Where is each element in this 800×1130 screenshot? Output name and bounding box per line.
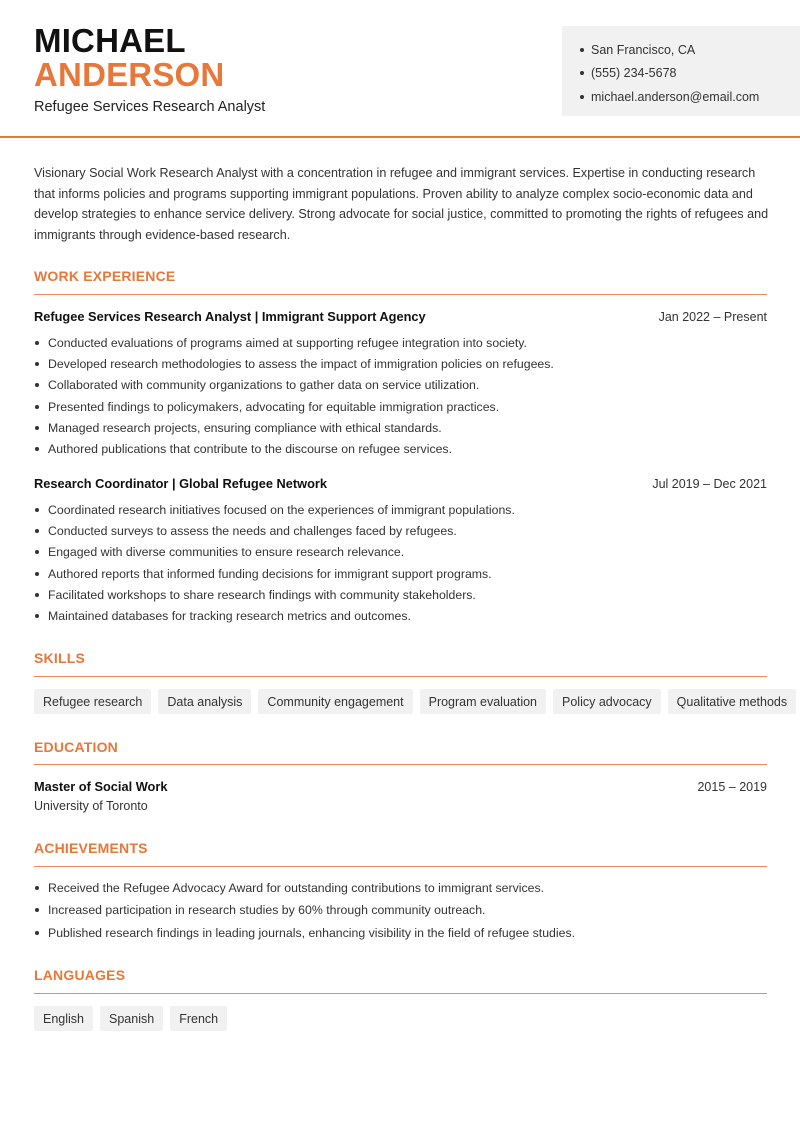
bullet-text: Authored reports that informed funding decisions for immigrant support programs. — [48, 566, 492, 581]
work-experience-heading: WORK EXPERIENCE — [34, 268, 176, 284]
contact-location-text: San Francisco, CA — [591, 42, 696, 57]
bullet-icon — [35, 405, 39, 409]
bullet-text: Increased participation in research studies by 60% through community outreach. — [48, 903, 486, 918]
contact-location — [580, 38, 800, 62]
resume-header — [0, 0, 800, 138]
bullet-text: Developed research methodologies to assess the impact of immigration policies on refugees. — [48, 356, 554, 371]
bullet-text: Published research findings in leading journals, enhancing visibility in the field of refugee studies. — [48, 925, 576, 940]
bullet-text: Facilitated workshops to share research findings with community stakeholders. — [48, 587, 476, 602]
section-divider — [34, 993, 767, 994]
bullet-icon — [35, 550, 39, 554]
job-1-bullets — [34, 332, 774, 460]
summary: Visionary Social Work Research Analyst with a concentration in refugee and immigrant services. Expertise in conducting research that informs policies and programs supporting immigrant populations. Proven ability to analyze complex socio-economic data and develop strategies to enhance service delivery. Strong advocate for social justice, committed to promoting the rights of refugees and immigrants through evidence-based research. — [34, 166, 769, 243]
bullet-icon — [35, 426, 39, 430]
skills-list — [34, 689, 796, 714]
list-item — [34, 332, 774, 353]
languages-heading: LANGUAGES — [34, 967, 126, 983]
list-item — [34, 584, 774, 605]
bullet-text: Collaborated with community organizations to gather data on service utilization. — [48, 378, 480, 393]
bullet-icon — [35, 341, 39, 345]
list-item — [34, 417, 774, 438]
job-2-title: Research Coordinator | Global Refugee Network — [34, 476, 327, 491]
skills-heading: SKILLS — [34, 650, 85, 666]
language-chip: Spanish — [100, 1006, 163, 1031]
list-item — [34, 353, 774, 374]
list-item — [34, 499, 774, 520]
skill-chip: Program evaluation — [420, 689, 546, 714]
bullet-icon — [35, 614, 39, 618]
section-divider — [34, 764, 767, 765]
bullet-text: Managed research projects, ensuring compliance with ethical standards. — [48, 420, 442, 435]
last-name: ANDERSON — [34, 56, 225, 93]
bullet-icon — [35, 572, 39, 576]
skill-chip: Policy advocacy — [553, 689, 661, 714]
contact-email-text[interactable]: michael.anderson@email.com — [591, 89, 760, 104]
list-item — [34, 375, 774, 396]
achievements-heading: ACHIEVEMENTS — [34, 840, 148, 856]
degree: Master of Social Work — [34, 779, 168, 794]
list-item — [34, 877, 774, 899]
list-item — [34, 605, 774, 626]
list-item — [34, 563, 774, 584]
bullet-icon — [35, 508, 39, 512]
contact-email[interactable] — [580, 85, 800, 109]
bullet-text: Maintained databases for tracking research metrics and outcomes. — [48, 609, 411, 624]
list-item — [34, 396, 774, 417]
skill-chip: Qualitative methods — [668, 689, 796, 714]
bullet-icon — [580, 48, 584, 52]
section-divider — [34, 294, 767, 295]
skill-chip: Refugee research — [34, 689, 151, 714]
education-dates: 2015 – 2019 — [697, 779, 767, 794]
list-item — [34, 542, 774, 563]
bullet-text: Conducted evaluations of programs aimed at supporting refugee integration into society. — [48, 335, 527, 350]
bullet-text: Coordinated research initiatives focused on the experiences of immigrant populations. — [48, 502, 515, 517]
languages-list — [34, 1006, 227, 1031]
bullet-text: Conducted surveys to assess the needs and challenges faced by refugees. — [48, 523, 457, 538]
section-divider — [34, 676, 767, 677]
bullet-icon — [35, 362, 39, 366]
job-title: Refugee Services Research Analyst — [34, 99, 266, 115]
achievements-list — [34, 877, 774, 944]
job-2-dates: Jul 2019 – Dec 2021 — [652, 476, 767, 491]
skill-chip: Community engagement — [258, 689, 412, 714]
contact-phone — [580, 62, 800, 86]
job-2-bullets — [34, 499, 774, 627]
list-item — [34, 922, 774, 944]
job-1-dates: Jan 2022 – Present — [658, 309, 767, 324]
job-2-header — [34, 476, 767, 491]
bullet-text: Presented findings to policymakers, advocating for equitable immigration practices. — [48, 399, 500, 414]
contact-box — [562, 26, 800, 116]
education-heading: EDUCATION — [34, 739, 118, 755]
first-name: MICHAEL — [34, 22, 186, 59]
bullet-icon — [580, 71, 584, 75]
bullet-icon — [35, 886, 39, 890]
bullet-icon — [35, 383, 39, 387]
education-header — [34, 779, 767, 794]
bullet-icon — [35, 529, 39, 533]
bullet-icon — [35, 908, 39, 912]
bullet-icon — [35, 593, 39, 597]
job-1-header — [34, 309, 767, 324]
bullet-text: Received the Refugee Advocacy Award for outstanding contributions to immigrant services. — [48, 881, 545, 896]
list-item — [34, 520, 774, 541]
bullet-icon — [35, 931, 39, 935]
contact-phone-text: (555) 234-5678 — [591, 66, 677, 81]
bullet-text: Engaged with diverse communities to ensure research relevance. — [48, 545, 405, 560]
bullet-icon — [35, 447, 39, 451]
language-chip: English — [34, 1006, 93, 1031]
bullet-icon — [580, 95, 584, 99]
bullet-text: Authored publications that contribute to the discourse on refugee services. — [48, 442, 452, 457]
school: University of Toronto — [34, 799, 148, 813]
skill-chip: Data analysis — [158, 689, 251, 714]
list-item — [34, 899, 774, 921]
job-1-title: Refugee Services Research Analyst | Immigrant Support Agency — [34, 309, 426, 324]
language-chip: French — [170, 1006, 227, 1031]
section-divider — [34, 866, 767, 867]
list-item — [34, 438, 774, 459]
